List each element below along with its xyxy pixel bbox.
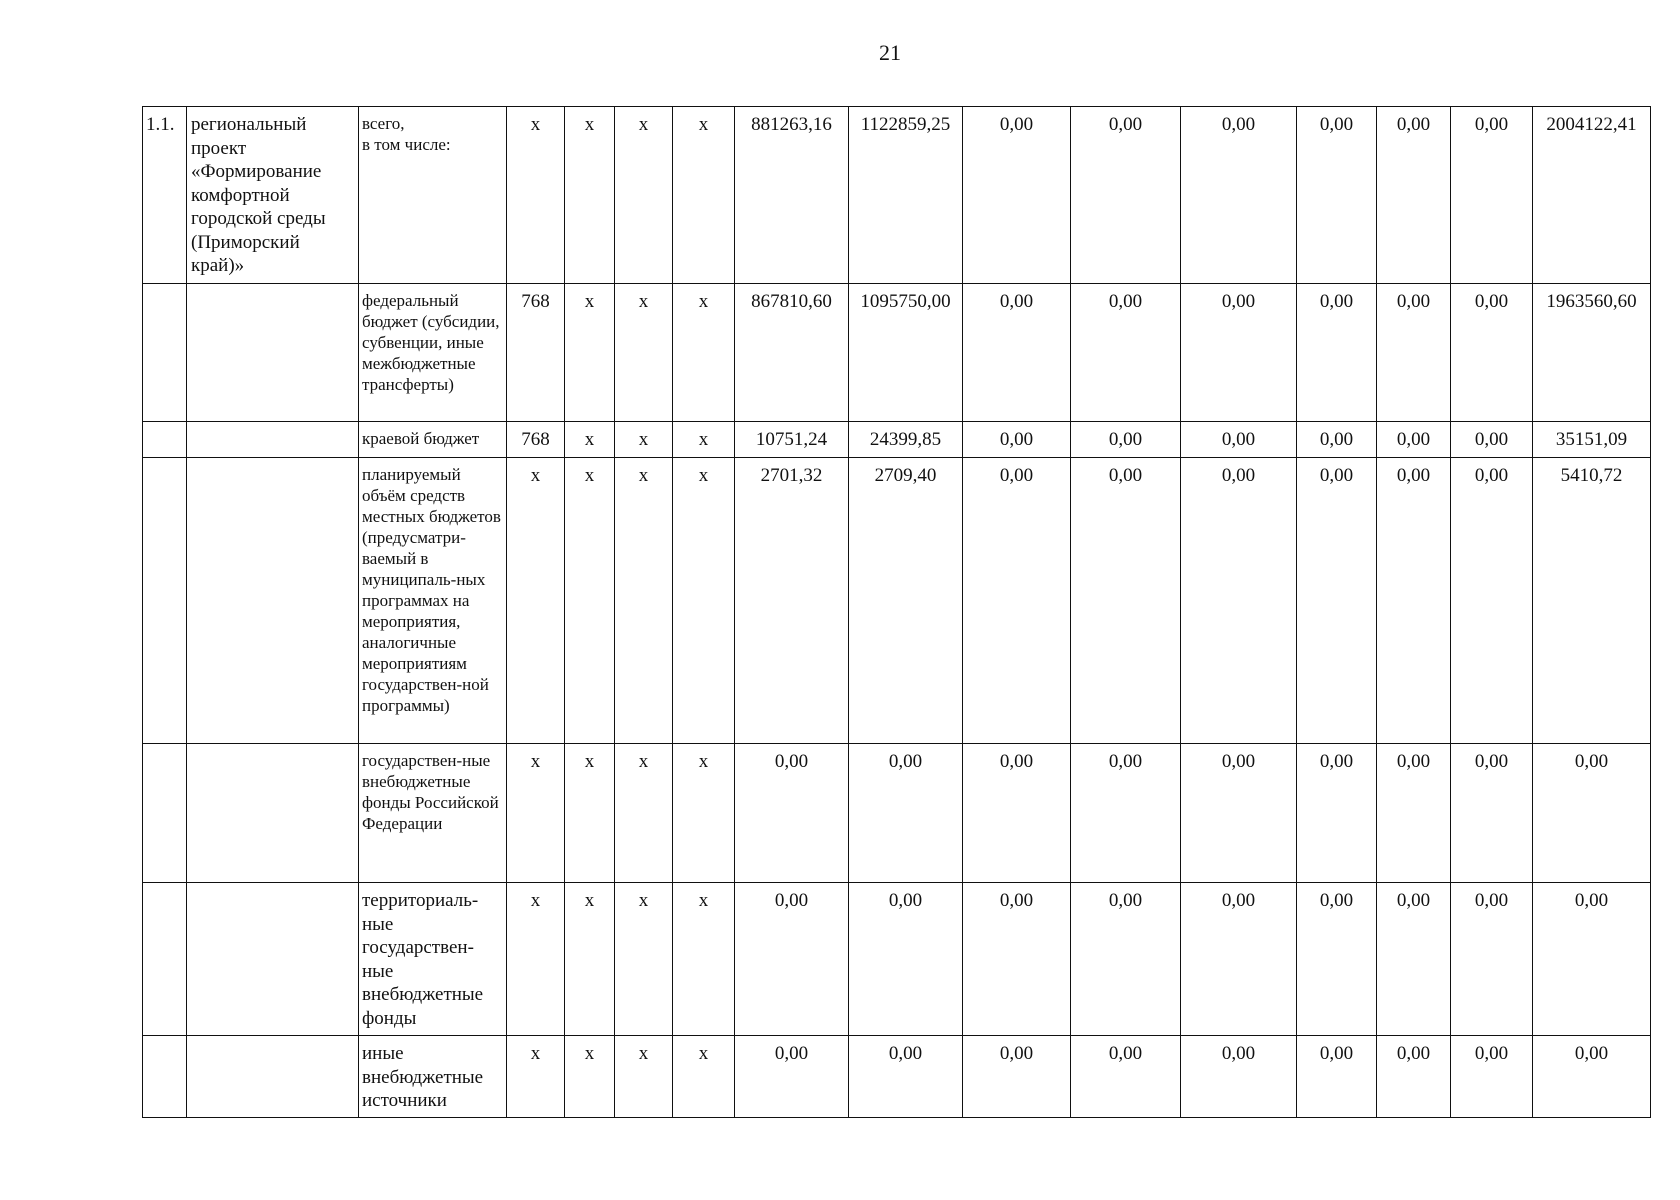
value-cell: 0,00 (1377, 883, 1451, 1036)
value-cell: 0,00 (1181, 284, 1297, 422)
table-row (143, 284, 1651, 422)
value-cell: 0,00 (1297, 284, 1377, 422)
project-name (187, 883, 359, 1036)
funding-source: краевой бюджет (359, 422, 507, 458)
value-cell: 0,00 (963, 1036, 1071, 1118)
funding-source: государствен-ные внебюджетные фонды Российской Федерации (359, 744, 507, 883)
code-cell: x (565, 107, 615, 284)
value-cell: 0,00 (1071, 422, 1181, 458)
funding-source: всего, в том числе: (359, 107, 507, 284)
code-cell: x (507, 744, 565, 883)
value-cell: 0,00 (849, 1036, 963, 1118)
value-cell: 0,00 (1377, 107, 1451, 284)
project-name (187, 744, 359, 883)
code-cell: x (615, 458, 673, 744)
value-cell: 0,00 (1071, 883, 1181, 1036)
value-cell: 0,00 (1181, 1036, 1297, 1118)
row-index (143, 422, 187, 458)
value-cell: 0,00 (963, 422, 1071, 458)
value-cell: 0,00 (1451, 744, 1533, 883)
value-cell: 0,00 (963, 107, 1071, 284)
table-row (143, 744, 1651, 883)
code-cell: x (565, 1036, 615, 1118)
value-cell: 0,00 (1297, 107, 1377, 284)
value-cell: 0,00 (735, 744, 849, 883)
value-cell: 0,00 (1181, 422, 1297, 458)
value-cell: 0,00 (1297, 458, 1377, 744)
row-index (143, 1036, 187, 1118)
value-cell: 881263,16 (735, 107, 849, 284)
value-cell: 0,00 (1377, 422, 1451, 458)
row-index (143, 458, 187, 744)
code-cell: x (507, 1036, 565, 1118)
value-cell: 10751,24 (735, 422, 849, 458)
value-cell: 24399,85 (849, 422, 963, 458)
code-cell: x (565, 744, 615, 883)
table-row (143, 458, 1651, 744)
code-cell: x (673, 1036, 735, 1118)
code-cell: x (673, 883, 735, 1036)
total-cell: 2004122,41 (1533, 107, 1651, 284)
value-cell: 0,00 (1071, 1036, 1181, 1118)
value-cell: 0,00 (1181, 883, 1297, 1036)
code-cell: x (673, 284, 735, 422)
code-cell: 768 (507, 284, 565, 422)
value-cell: 0,00 (1071, 458, 1181, 744)
value-cell: 0,00 (735, 883, 849, 1036)
value-cell: 0,00 (1451, 458, 1533, 744)
code-cell: x (565, 458, 615, 744)
code-cell: x (615, 744, 673, 883)
total-cell: 0,00 (1533, 1036, 1651, 1118)
table-row (143, 107, 1651, 284)
value-cell: 0,00 (1451, 883, 1533, 1036)
budget-table (142, 106, 1651, 1118)
code-cell: x (507, 107, 565, 284)
table-body (143, 107, 1651, 1118)
value-cell: 867810,60 (735, 284, 849, 422)
value-cell: 0,00 (1181, 458, 1297, 744)
row-index: 1.1. (143, 107, 187, 284)
value-cell: 2709,40 (849, 458, 963, 744)
value-cell: 0,00 (1297, 422, 1377, 458)
value-cell: 0,00 (1451, 422, 1533, 458)
value-cell: 0,00 (1451, 284, 1533, 422)
project-name: региональный проект «Формирование комфортной городской среды (Приморский край)» (187, 107, 359, 284)
code-cell: x (615, 284, 673, 422)
value-cell: 2701,32 (735, 458, 849, 744)
code-cell: x (615, 1036, 673, 1118)
project-name (187, 284, 359, 422)
code-cell: x (565, 422, 615, 458)
code-cell: x (615, 107, 673, 284)
value-cell: 0,00 (1297, 883, 1377, 1036)
code-cell: x (615, 883, 673, 1036)
total-cell: 0,00 (1533, 883, 1651, 1036)
row-index (143, 883, 187, 1036)
value-cell: 0,00 (963, 458, 1071, 744)
value-cell: 0,00 (963, 744, 1071, 883)
project-name (187, 458, 359, 744)
value-cell: 0,00 (1377, 744, 1451, 883)
total-cell: 0,00 (1533, 744, 1651, 883)
value-cell: 0,00 (1071, 744, 1181, 883)
code-cell: x (615, 422, 673, 458)
value-cell: 0,00 (735, 1036, 849, 1118)
value-cell: 0,00 (1297, 744, 1377, 883)
row-index (143, 284, 187, 422)
code-cell: x (507, 458, 565, 744)
funding-source: федеральный бюджет (субсидии, субвенции, иные межбюджетные трансферты) (359, 284, 507, 422)
value-cell: 0,00 (1297, 1036, 1377, 1118)
value-cell: 0,00 (1071, 284, 1181, 422)
code-cell: x (673, 458, 735, 744)
code-cell: x (673, 107, 735, 284)
row-index (143, 744, 187, 883)
funding-source: территориаль-ные государствен-ные внебюджетные фонды (359, 883, 507, 1036)
code-cell: 768 (507, 422, 565, 458)
project-name (187, 422, 359, 458)
value-cell: 1095750,00 (849, 284, 963, 422)
table-row (143, 1036, 1651, 1118)
value-cell: 0,00 (1377, 284, 1451, 422)
total-cell: 5410,72 (1533, 458, 1651, 744)
value-cell: 0,00 (1377, 1036, 1451, 1118)
code-cell: x (565, 284, 615, 422)
value-cell: 0,00 (1181, 744, 1297, 883)
value-cell: 0,00 (1071, 107, 1181, 284)
value-cell: 0,00 (1181, 107, 1297, 284)
table-row (143, 883, 1651, 1036)
total-cell: 35151,09 (1533, 422, 1651, 458)
value-cell: 0,00 (963, 883, 1071, 1036)
total-cell: 1963560,60 (1533, 284, 1651, 422)
value-cell: 0,00 (1377, 458, 1451, 744)
value-cell: 0,00 (1451, 1036, 1533, 1118)
page-number: 21 (879, 40, 901, 65)
project-name (187, 1036, 359, 1118)
funding-source: планируемый объём средств местных бюджетов (предусматри-ваемый в муниципаль-ных программах на мероприятия, аналогичные мероприятиям государствен-ной программы) (359, 458, 507, 744)
code-cell: x (565, 883, 615, 1036)
code-cell: x (507, 883, 565, 1036)
value-cell: 1122859,25 (849, 107, 963, 284)
code-cell: x (673, 422, 735, 458)
value-cell: 0,00 (1451, 107, 1533, 284)
value-cell: 0,00 (849, 744, 963, 883)
funding-source: иные внебюджетные источники (359, 1036, 507, 1118)
value-cell: 0,00 (963, 284, 1071, 422)
table-row (143, 422, 1651, 458)
code-cell: x (673, 744, 735, 883)
value-cell: 0,00 (849, 883, 963, 1036)
